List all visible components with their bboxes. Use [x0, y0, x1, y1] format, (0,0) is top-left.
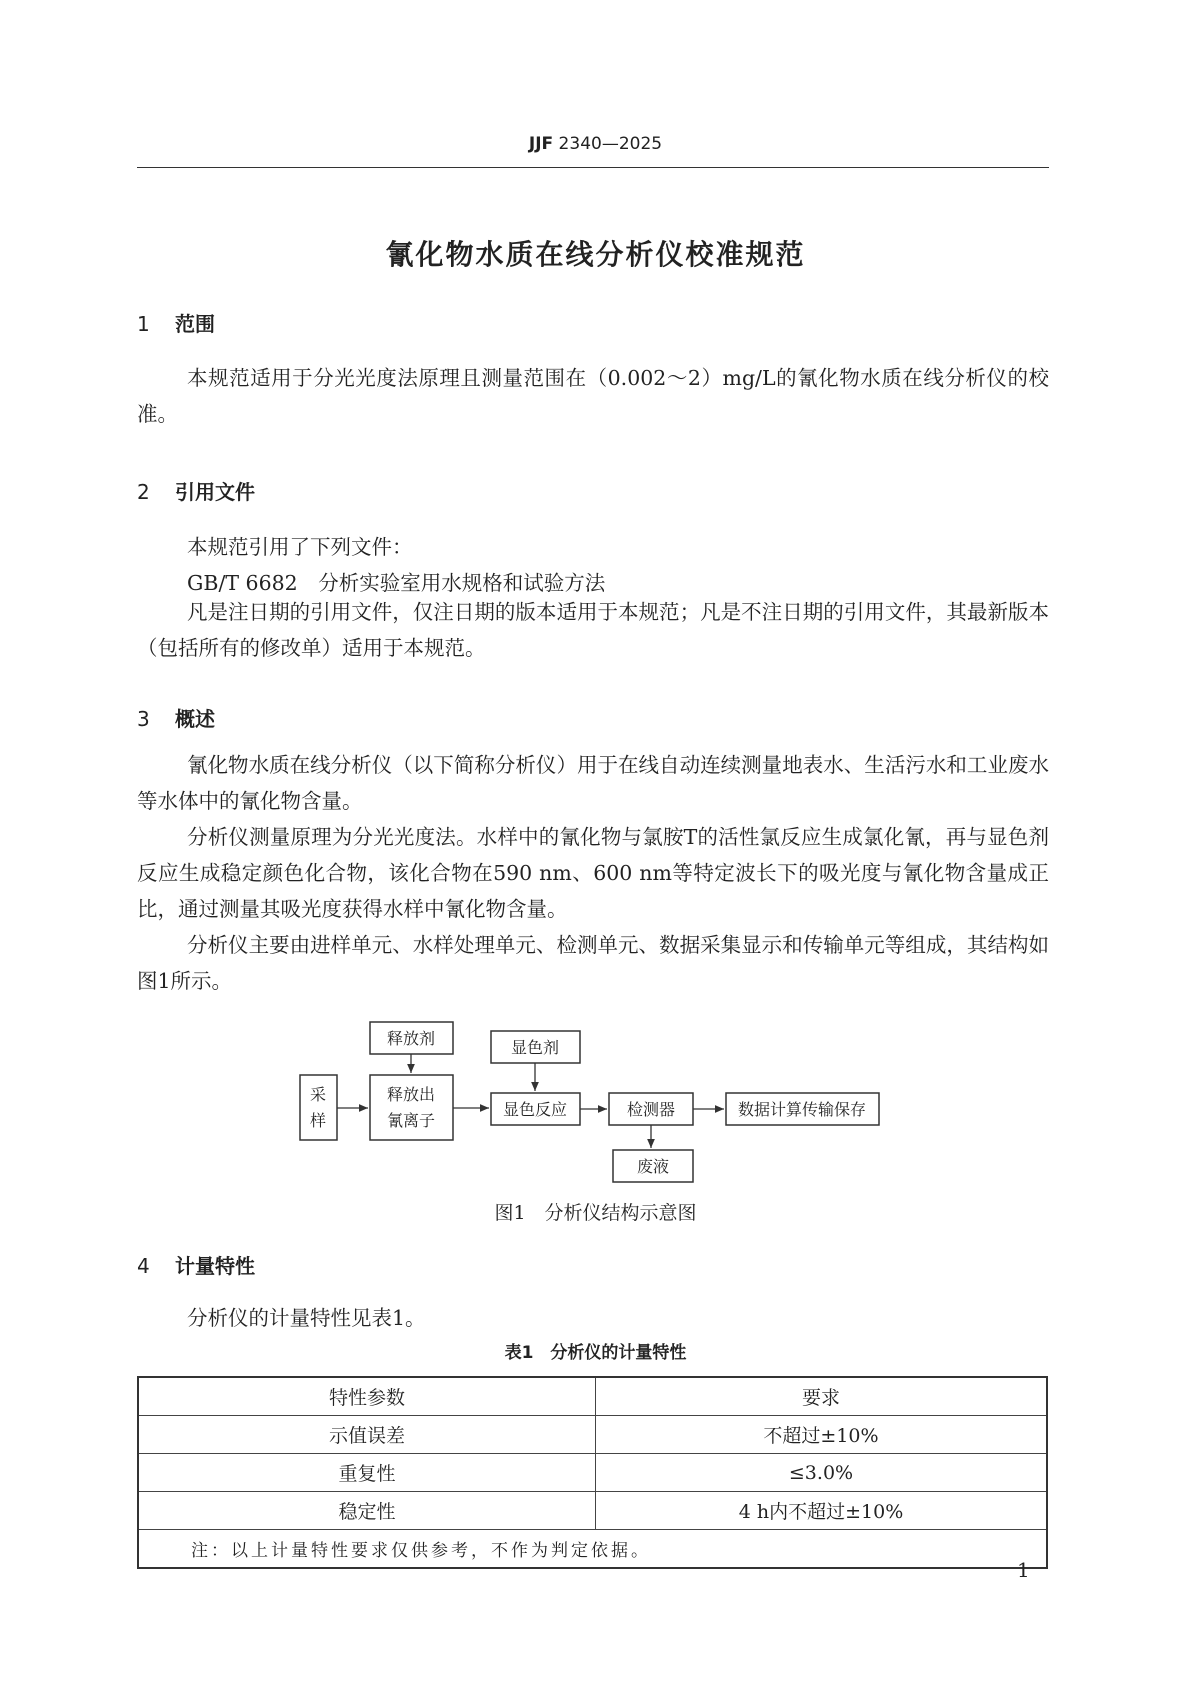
label-color-reaction: 显色反应: [502, 1100, 568, 1119]
overview-paragraph-2: 分析仪测量原理为分光光度法。水样中的氰化物与氯胺T的活性氯反应生成氯化氰，再与显色剂反应生成稳定颜色化合物，该化合物在590 nm、600 nm等特定波长下的吸光度与氰化物含量成正比，通过测量其吸光度获得水样中氰化物含量。: [137, 825, 1049, 921]
standard-code: JJF 2340—2025: [528, 134, 663, 154]
overview-paragraph-3: 分析仪主要由进样单元、水样处理单元、检测单元、数据采集显示和传输单元等组成，其结构如图1所示。: [137, 933, 1049, 993]
label-release-1: 释放出: [386, 1085, 436, 1104]
label-color-agent: 显色剂: [510, 1038, 560, 1057]
table-header-row: [138, 1377, 1047, 1416]
section-heading-overview: 3 概述: [137, 707, 215, 731]
metrology-table: [137, 1376, 1048, 1569]
section-heading-scope: 1 范围: [137, 312, 215, 336]
table-header-cell: 特性参数: [138, 1377, 596, 1416]
table-row: [138, 1416, 1047, 1454]
label-sampling-2: 样: [309, 1111, 327, 1130]
label-data-output: 数据计算传输保存: [737, 1100, 867, 1119]
table-header-cell: 要求: [596, 1377, 1048, 1416]
label-release-agent: 释放剂: [386, 1029, 436, 1048]
reference-item: GB/T 6682 分析实验室用水规格和试验方法: [187, 571, 606, 595]
section-heading-references: 2 引用文件: [137, 480, 255, 504]
figure-caption: 图1 分析仪结构示意图: [494, 1202, 697, 1224]
overview-paragraph-1: 氰化物水质在线分析仪（以下简称分析仪）用于在线自动连续测量地表水、生活污水和工业废水等水体中的氰化物含量。: [137, 753, 1049, 813]
table-cell: 示值误差: [138, 1416, 596, 1454]
table-note-row: [138, 1530, 1047, 1569]
references-intro: 本规范引用了下列文件：: [187, 535, 413, 559]
table-cell: 4 h内不超过±10%: [596, 1492, 1048, 1530]
label-release-2: 氰离子: [386, 1111, 436, 1130]
scope-paragraph: 本规范适用于分光光度法原理且测量范围在（0.002～2）mg/L的氰化物水质在线分析仪的校准。: [137, 366, 1049, 426]
table-cell: 不超过±10%: [596, 1416, 1048, 1454]
table-caption: 表1 分析仪的计量特性: [504, 1343, 687, 1363]
document-title: 氰化物水质在线分析仪校准规范: [385, 238, 806, 271]
table-cell: 稳定性: [138, 1492, 596, 1530]
table-row: [138, 1454, 1047, 1492]
table-row: [138, 1492, 1047, 1530]
section-heading-metrology: 4 计量特性: [137, 1254, 255, 1278]
page-number: 1: [1017, 1558, 1030, 1582]
references-note: 凡是注日期的引用文件，仅注日期的版本适用于本规范；凡是不注日期的引用文件，其最新版本（包括所有的修改单）适用于本规范。: [137, 600, 1049, 660]
table-note: 注：以上计量特性要求仅供参考，不作为判定依据。: [138, 1530, 1047, 1569]
label-waste: 废液: [636, 1157, 670, 1176]
table-cell: ≤3.0%: [596, 1454, 1048, 1492]
metrology-intro: 分析仪的计量特性见表1。: [187, 1306, 426, 1330]
label-detector: 检测器: [626, 1100, 676, 1119]
table-cell: 重复性: [138, 1454, 596, 1492]
label-sampling-1: 采: [309, 1085, 327, 1104]
